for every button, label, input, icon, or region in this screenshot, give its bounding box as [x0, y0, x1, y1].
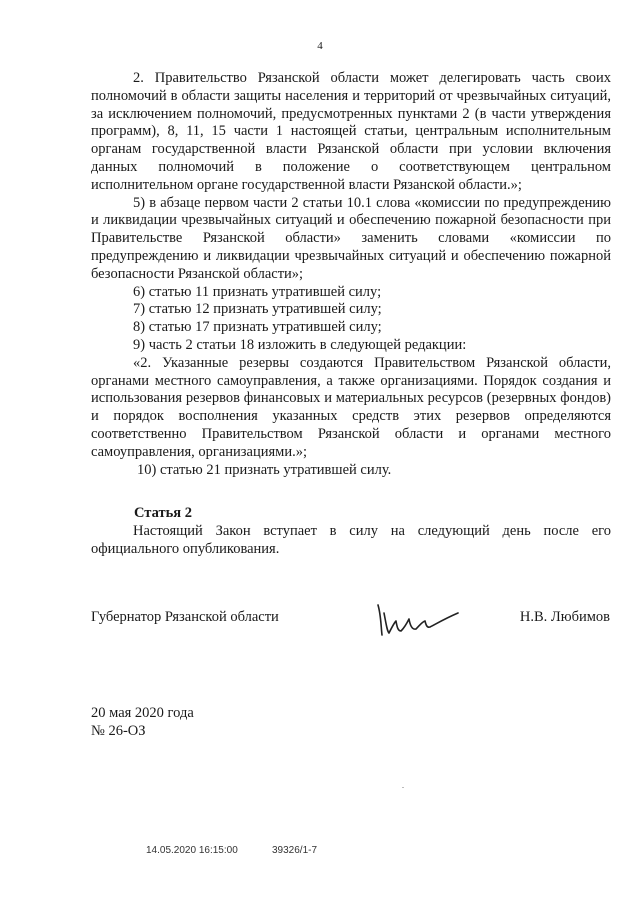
paragraph-item-9: 9) часть 2 статьи 18 изложить в следующей редакции: [133, 336, 467, 353]
paragraph-item-5: 5) в абзаце первом части 2 статьи 10.1 слова «комиссии по предупреждению и ликвидации чрезвычайных ситуаций и обеспечению пожарной безопасности при Правительстве Рязанской области» заменить словами «комиссии по предупреждению и ликвидации чрезвычайных ситуаций и обеспечению пожарной безопасности Рязанской области»; [91, 194, 611, 282]
governor-name: Н.В. Любимов [519, 609, 610, 625]
paragraph-reserves: «2. Указанные резервы создаются Правительством Рязанской области, органами местного самоуправления, а также организациями. Порядок создания и использования резервов финансовых и материальных ресурсов (резервных фондов) и порядок восполнения указанных средств этих резервов определяются соответственно Правительством Рязанской области и органами местного самоуправления, организациями.»; [91, 354, 611, 460]
paragraph-item-10: 10) статью 21 признать утратившей силу. [137, 461, 392, 478]
document-date: 20 мая 2020 года [91, 705, 194, 721]
paragraph-item-6: 6) статью 11 признать утратившей силу; [133, 283, 382, 300]
paragraph-delegation: 2. Правительство Рязанской области может делегировать часть своих полномочий в области защиты населения и территорий от чрезвычайных ситуаций, за исключением полномочий, предусмотренных пунктами 2 (в части утверждения программ), 8, 11, 15 части 1 настоящей статьи, центральным исполнительным органам государственной власти Рязанской области при условии включения данных полномочий в положение о соответствующем центральном исполнительном органе государственной власти Рязанской области.»; [91, 70, 611, 193]
article-2-title: Статья 2 [134, 505, 192, 521]
page-number: 4 [317, 40, 323, 52]
document-number: № 26-ОЗ [91, 722, 146, 739]
governor-position: Губернатор Рязанской области [91, 609, 279, 625]
handwritten-signature [372, 597, 462, 641]
paragraph-item-7: 7) статью 12 признать утратившей силу; [133, 301, 382, 318]
footer-timestamp: 14.05.2020 16:15:00 [146, 845, 238, 856]
footer-code: 39326/1-7 [272, 845, 318, 856]
scan-speck [402, 787, 404, 788]
article-2-text: Настоящий Закон вступает в силу на следующий день после его официального опубликования. [91, 523, 611, 557]
document-date-number [91, 705, 194, 741]
paragraph-item-8: 8) статью 17 признать утратившей силу; [133, 319, 382, 336]
article-1-continuation [91, 70, 611, 479]
